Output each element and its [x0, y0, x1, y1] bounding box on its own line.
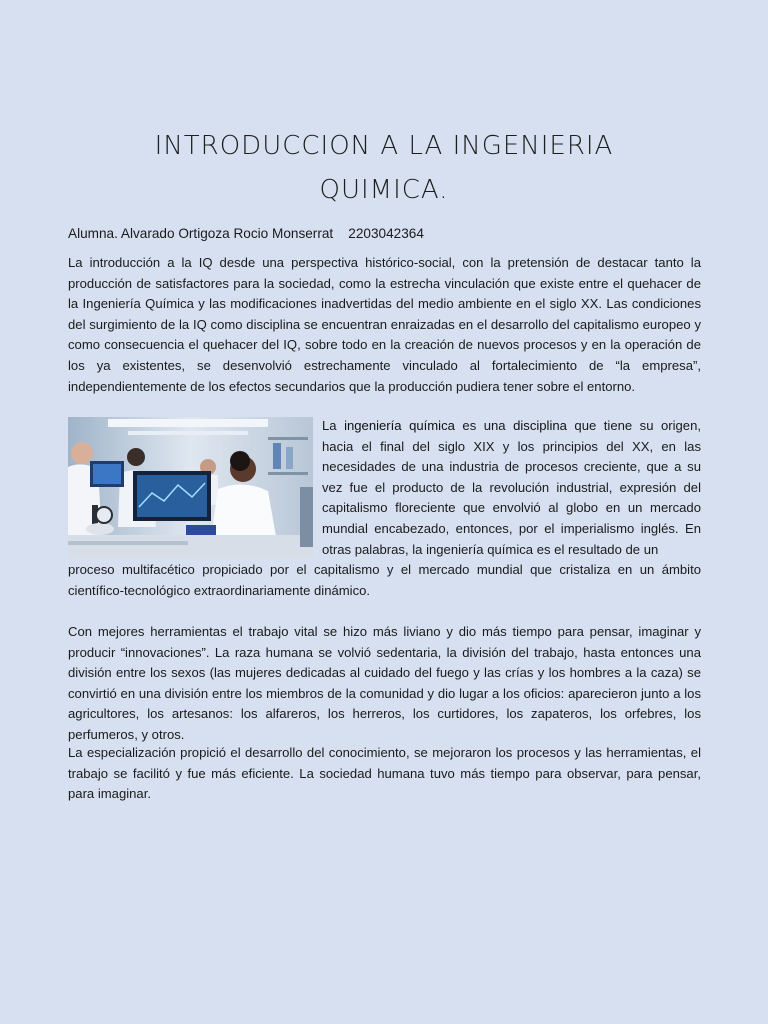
- link-ingenieria-quimica[interactable]: ingeniería química: [344, 418, 455, 433]
- paragraph-2-rest: que tiene su origen, hacia el final del siglo XIX y los principios del XX, en las necesidades de una industria de procesos creciente, que a su vez fue el producto de la revolución industrial, expresión del capitalismo floreciente que envolvió al globo en un mercado mundial encabezado, entonces, por el imperialismo inglés. En otras palabras, la ingeniería química es el resultado de un: [322, 418, 702, 557]
- title-line-2: QUIMICA.: [319, 175, 449, 205]
- paragraph-5: La especialización propició el desarrollo del conocimiento, se mejoraron los procesos y las herramientas, el trabajo se facilitó y fue más eficiente. La sociedad humana tuvo más tiempo para observar, para pensar, para imaginar.: [68, 745, 701, 802]
- paragraph-2-pre: La: [322, 418, 345, 433]
- paragraph-2-mid: es una: [454, 418, 514, 433]
- paragraph-4: Con mejores herramientas el trabajo vital se hizo más liviano y dio más tiempo para pensar, imaginar y producir “innovaciones”. La raza humana se volvió sedentaria, la división del trabajo, hasta entonces una división entre los sexos (las mujeres dedicadas al cuidado del fuego y las crías y los hombres a la caza) se convirtió en una división entre los miembros de la comunidad y dio lugar a los oficios: aparecieron junto a los agricultores, los artesanos: los alfareros, los herreros, los curtidores, los zapateros, los orfebres, los perfumeros, y otros.: [68, 624, 701, 742]
- paragraph-3: proceso multifacético propiciado por el capitalismo y el mercado mundial que cristaliza en un ámbito científico-tecnológico extraordinariamente dinámico.: [68, 562, 701, 598]
- paragraph-2: [322, 416, 701, 560]
- page-title: [68, 124, 700, 212]
- author-line: Alumna. Alvarado Ortigoza Rocio Monserrat 2203042364: [68, 226, 424, 241]
- title-line-1: INTRODUCCION A LA INGENIERIA: [154, 131, 614, 161]
- link-disciplina[interactable]: disciplina: [513, 418, 567, 433]
- paragraph-1: La introducción a la IQ desde una perspectiva histórico-social, con la pretensión de destacar tanto la producción de satisfactores para la sociedad, como la estrecha vinculación que existe entre el quehacer de la Ingeniería Química y las modificaciones inadvertidas del medio ambiente en el siglo XX. Las condiciones del surgimiento de la IQ como disciplina se encuentran enraizadas en el desarrollo del capitalismo europeo y como consecuencia el quehacer del IQ, sobre todo en la creación de nuevos procesos y en la operación de los ya existentes, se desenvolvió estrechamente vinculado al fortalecimiento de “la empresa”, independientemente de los efectos secundarios que la producción pudiera tener sobre el entorno.: [68, 255, 701, 394]
- laboratory-photo: [68, 417, 313, 559]
